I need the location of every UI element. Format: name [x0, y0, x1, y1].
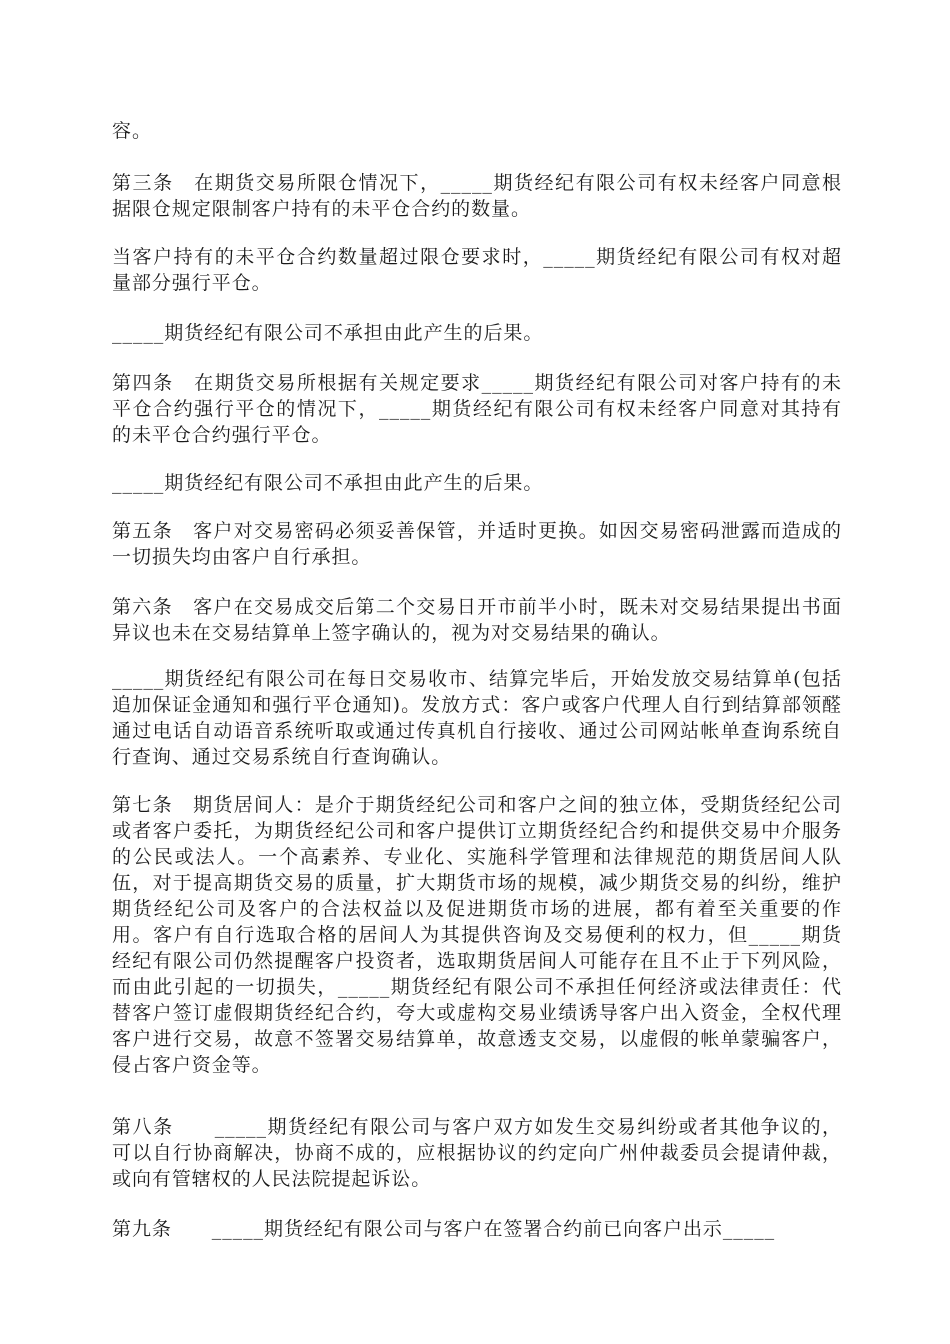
- paragraph-article-4: 第四条 在期货交易所根据有关规定要求_____期货经纪有限公司对客户持有的未平仓合约强行平仓的情况下，_____期货经纪有限公司有权未经客户同意对其持有的未平仓合约强行平仓。: [112, 372, 842, 446]
- paragraph-continuation: 容。: [112, 120, 152, 142]
- paragraph-article-9: 第九条 _____期货经纪有限公司与客户在签署合约前已向客户出示_____: [112, 1218, 776, 1240]
- paragraph-article-4-liability: _____期货经纪有限公司不承担由此产生的后果。: [112, 472, 544, 494]
- paragraph-article-6-settlement: _____期货经纪有限公司在每日交易收市、结算完毕后，开始发放交易结算单(包括追加保证金通知和强行平仓通知)。发放方式：客户或客户代理人自行到结算部领醛 通过电话自动语音系统听取或通过传真机自行接收、通过公司网站帐单查询系统自行查询、通过交易系统自行查询确认。: [112, 668, 842, 768]
- paragraph-article-3-liability: _____期货经纪有限公司不承担由此产生的后果。: [112, 322, 544, 344]
- paragraph-article-3-excess: 当客户持有的未平仓合约数量超过限仓要求时，_____期货经纪有限公司有权对超量部分强行平仓。: [112, 246, 842, 294]
- paragraph-article-8: 第八条 _____期货经纪有限公司与客户双方如发生交易纠纷或者其他争议的，可以自行协商解决，协商不成的，应根据协议的约定向广州仲裁委员会提请仲裁，或向有管辖权的人民法院提起诉讼。: [112, 1116, 842, 1190]
- paragraph-article-6: 第六条 客户在交易成交后第二个交易日开市前半小时，既未对交易结果提出书面异议也未在交易结算单上签字确认的，视为对交易结果的确认。: [112, 596, 842, 644]
- paragraph-article-7: 第七条 期货居间人：是介于期货经纪公司和客户之间的独立体，受期货经纪公司或者客户委托，为期货经纪公司和客户提供订立期货经纪合约和提供交易中介服务的公民或法人。一个高素养、专业化、实施科学管理和法律规范的期货居间人队伍，对于提高期货交易的质量，扩大期货市场的规模，减少期货交易的纠纷，维护期货经纪公司及客户的合法权益以及促进期货市场的进展，都有着至关重要的作用。客户有自行选取合格的居间人为其提供咨询及交易便利的权力，但_____期货经纪有限公司仍然提醒客户投资者，选取期货居间人可能存在且不止于下列风险，而由此引起的一切损失，_____期货经纪有限公司不承担任何经济或法律责任：代替客户签订虚假期货经纪合约，夸大或虚构交易业绩诱导客户出入资金，全权代理客户进行交易，故意不签署交易结算单，故意透支交易，以虚假的帐单蒙骗客户，侵占客户资金等。: [112, 794, 842, 1076]
- paragraph-article-5: 第五条 客户对交易密码必须妥善保管，并适时更换。如因交易密码泄露而造成的一切损失均由客户自行承担。: [112, 520, 842, 568]
- paragraph-article-3: 第三条 在期货交易所限仓情况下，_____期货经纪有限公司有权未经客户同意根据限仓规定限制客户持有的未平仓合约的数量。: [112, 172, 842, 220]
